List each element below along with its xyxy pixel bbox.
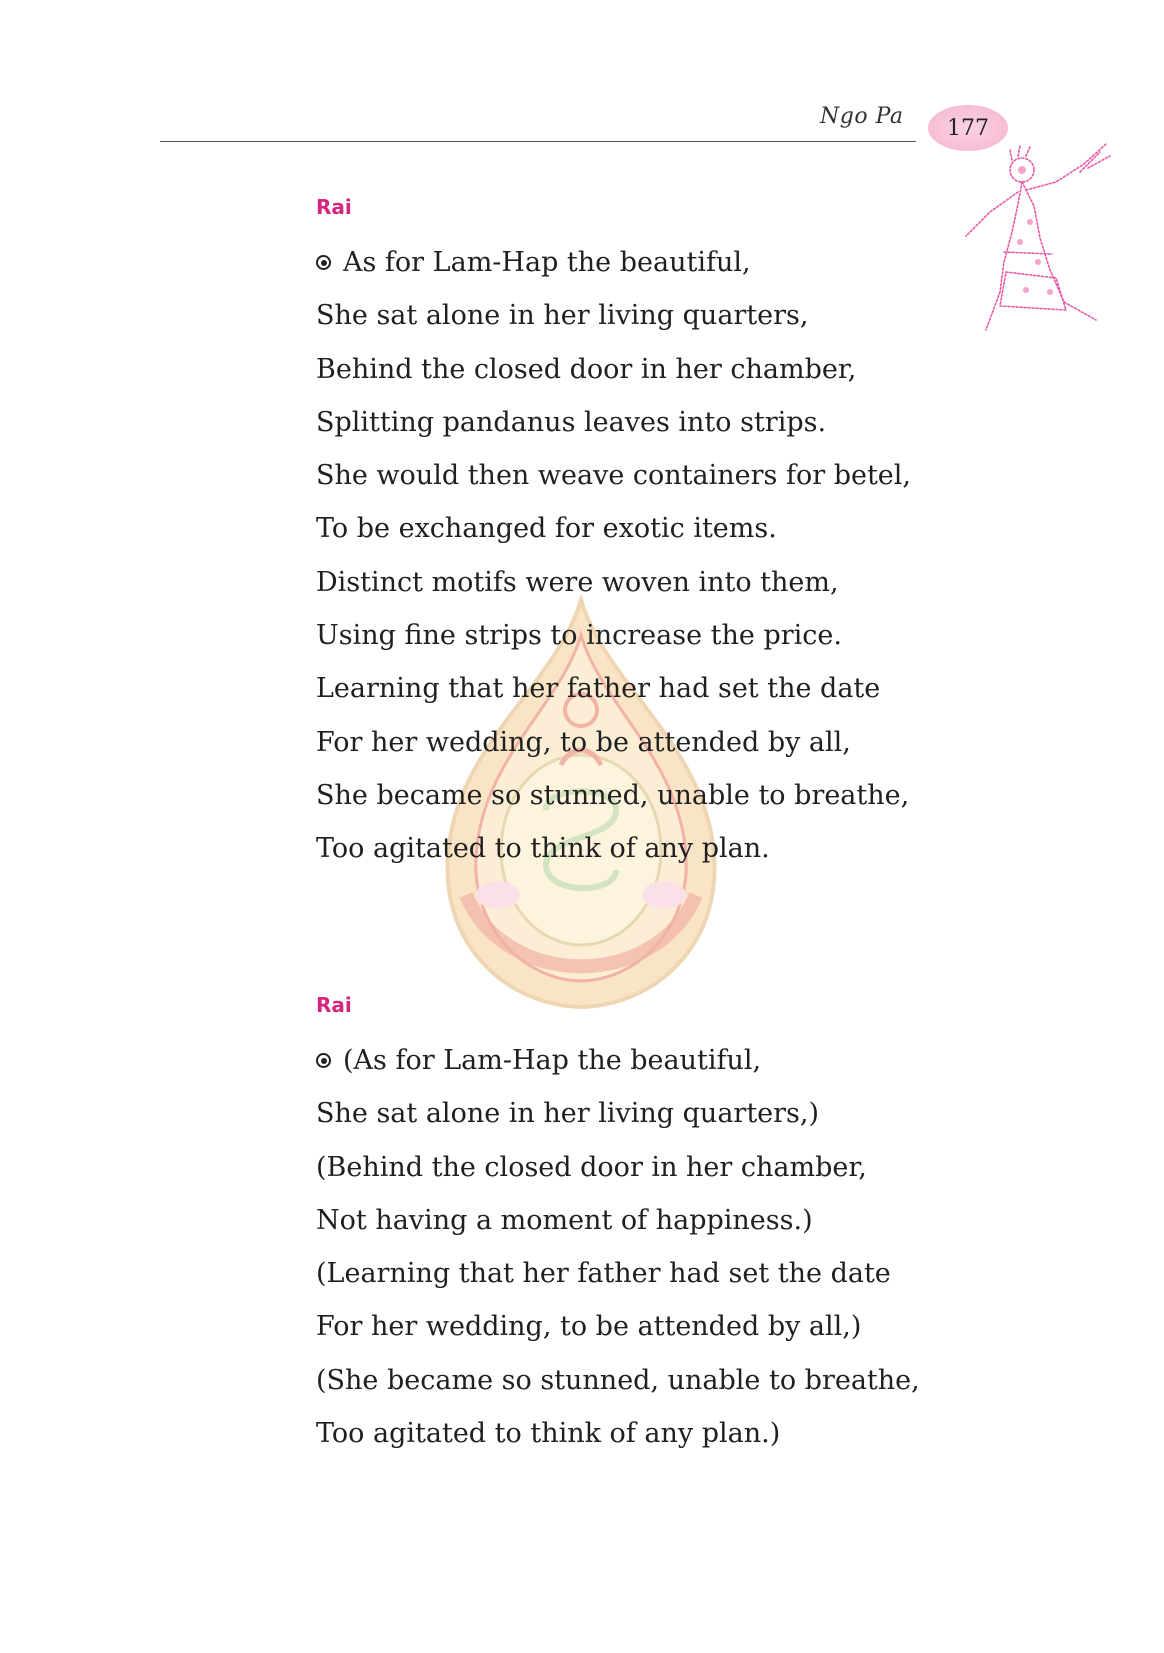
section-label: Rai [316, 993, 352, 1017]
stanza-1 [316, 192, 936, 876]
verse-line: Too agitated to think of any plan.) [316, 1418, 781, 1450]
verse-text: As for Lam-Hap the beautiful, [343, 247, 751, 278]
bullseye-bullet-icon [316, 1053, 331, 1068]
dancer-figure-icon [960, 142, 1120, 342]
verse-line: Splitting pandanus leaves into strips. [316, 406, 827, 438]
stanza-2 [316, 990, 936, 1460]
verse-line [316, 236, 936, 289]
verse-line: Using fine strips to increase the price. [316, 620, 842, 652]
verse-line: Learning that her father had set the date [316, 673, 881, 705]
verse-line: Behind the closed door in her chamber, [316, 353, 857, 385]
verse-line: She would then weave containers for betel, [316, 460, 912, 492]
header-rule [160, 141, 916, 142]
verse-line [316, 1034, 936, 1087]
bullseye-bullet-icon [316, 255, 331, 270]
section-label: Rai [316, 195, 352, 219]
verse-line: She sat alone in her living quarters,) [316, 1098, 820, 1130]
running-title: Ngo Pa [820, 104, 904, 129]
verse-line: For her wedding, to be attended by all,) [316, 1311, 862, 1343]
verse-line: (She became so stunned, unable to breathe, [316, 1364, 920, 1396]
verse-line: (Learning that her father had set the date [316, 1258, 891, 1290]
page-number: 177 [947, 115, 989, 141]
verse-line: She sat alone in her living quarters, [316, 300, 809, 332]
verse-line: For her wedding, to be attended by all, [316, 726, 851, 758]
verse-text: (As for Lam-Hap the beautiful, [343, 1045, 762, 1076]
verse-line: Distinct motifs were woven into them, [316, 566, 839, 598]
verse-line: Too agitated to think of any plan. [316, 833, 770, 865]
verse-line: Not having a moment of happiness.) [316, 1204, 813, 1236]
verse-line: (Behind the closed door in her chamber, [316, 1151, 867, 1183]
verse-line: She became so stunned, unable to breathe, [316, 779, 910, 811]
verse-line: To be exchanged for exotic items. [316, 513, 777, 545]
